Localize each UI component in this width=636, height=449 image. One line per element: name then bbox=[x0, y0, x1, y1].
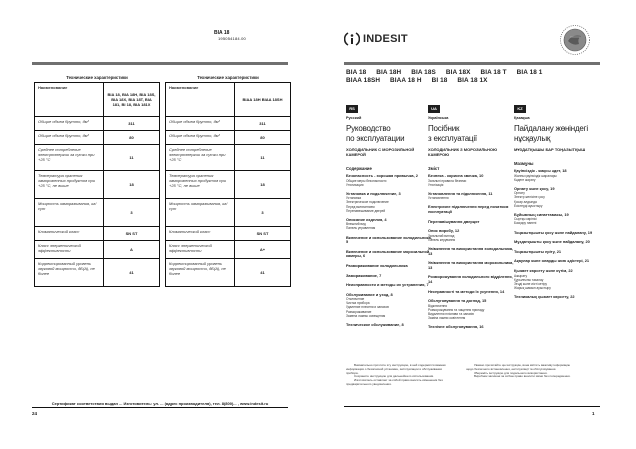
row-label: Класс энергетической эффективности bbox=[166, 241, 235, 259]
toc-subentry: Внешний вид bbox=[346, 222, 366, 227]
toc-entry: Бұйымның сипаттамасы, 19 bbox=[514, 211, 569, 217]
toc-subentry: Розморожування та чищення приладу bbox=[428, 307, 485, 312]
toc-entry: Розморожування холодильного відділення, 14 bbox=[428, 274, 513, 284]
toc-entry: Тоңазытқышты еріту, 21 bbox=[514, 248, 562, 254]
note-paragraph: Внимательно прочтите эту инструкцию, в ней содержится важная информация о безопасной установке, эксплуатации и обслуживании прибора. bbox=[346, 363, 446, 375]
toc-subentry: Утилизация bbox=[346, 182, 364, 187]
toc-entry: Описание изделия, 4 bbox=[346, 216, 387, 222]
certification-seal-icon bbox=[559, 24, 591, 56]
toc-entry: Установлення та підключення, 11 bbox=[428, 190, 493, 196]
row-value: 311 bbox=[235, 117, 291, 131]
spec-table-caption: Технические характеристики bbox=[66, 75, 128, 80]
toc-entry: Електричне підключення перед початком експлуатації bbox=[428, 204, 509, 215]
toc-subentry: Басқару панелі bbox=[514, 221, 537, 226]
spec-table-block-2 bbox=[165, 75, 291, 287]
language-column-kz bbox=[514, 97, 600, 304]
toc-subentry: Есіктерді ауыстыру bbox=[514, 203, 543, 208]
toc-item bbox=[514, 240, 600, 245]
note-paragraph: Сохраните инструкцию для дальнейшего использования. bbox=[354, 374, 434, 379]
manufacturer-note: Сертификат соответствия выдан ... Изготовитель: ул. ... (адрес производителя), тел. 8(800)... , www.indesit.ru bbox=[51, 401, 269, 406]
toc-entry: Безпека - корисна звичка, 10 bbox=[428, 173, 484, 178]
row-value: 3 bbox=[235, 199, 291, 227]
toc-subentry: Кәдеге жарату bbox=[514, 177, 536, 182]
toc-subentry: Зеңді және иісті кетіру bbox=[514, 281, 547, 286]
row-value: 80 bbox=[235, 131, 291, 145]
brand-logo bbox=[344, 31, 408, 47]
toc-subentry: Құрылғыны тазалау bbox=[514, 277, 544, 282]
product-type: ХОЛОДИЛЬНИК З МОРОЗИЛЬНОЮ КАМЕРОЮ bbox=[428, 147, 498, 157]
toc-subentry: Қосар алдында bbox=[514, 199, 537, 204]
toc-entry: Перенавішування дверцят bbox=[428, 218, 480, 224]
toc-entry: Установка и подключение, 3 bbox=[346, 190, 401, 196]
table-header-row bbox=[166, 83, 291, 117]
language-name: Қазақша bbox=[514, 116, 530, 120]
model-name: BIA 18H bbox=[376, 69, 402, 76]
table-row bbox=[166, 241, 291, 259]
toc-entry: Қауіпсіздік - жақсы әдет, 18 bbox=[514, 168, 567, 173]
safety-notes-ru bbox=[346, 364, 454, 387]
model-name: BIA 18 1 bbox=[516, 69, 543, 76]
toc-subentry: Жарық шамын ауыстыру bbox=[514, 285, 551, 290]
page-number: 24 bbox=[32, 411, 38, 416]
table-row bbox=[35, 259, 160, 287]
indesit-logo-icon bbox=[344, 31, 360, 47]
table-header-row bbox=[35, 83, 160, 117]
toc-item bbox=[428, 174, 514, 187]
model-list-row bbox=[346, 77, 602, 85]
toc-entry: Техническое обслуживание, 8 bbox=[346, 321, 404, 327]
product-type: ХОЛОДИЛЬНИК С МОРОЗИЛЬНОЙ КАМЕРОЙ bbox=[346, 147, 415, 157]
row-value: SN ST bbox=[235, 227, 291, 241]
toc-subentry: Орнату bbox=[514, 191, 525, 196]
toc-subentry: Утилізація bbox=[428, 182, 444, 187]
toc-subentry: Удаление плесени и запахов bbox=[346, 305, 389, 310]
toc-heading: Зміст bbox=[428, 166, 440, 171]
manual-title-line: Пайдалану жөніндегі bbox=[514, 124, 588, 133]
row-label: Общие объем брутто, дм³ bbox=[35, 131, 104, 145]
manual-title-line: з експлуатації bbox=[428, 133, 477, 143]
row-value: 41 bbox=[235, 259, 291, 287]
row-label: Мощность замораживания, кг/сут bbox=[166, 199, 235, 227]
model-list bbox=[346, 69, 602, 85]
header-rule bbox=[32, 62, 288, 65]
row-value: A+ bbox=[235, 241, 291, 259]
toc-item bbox=[428, 247, 514, 256]
footer-rule bbox=[344, 406, 600, 407]
row-label: Общие объем брутто, дм³ bbox=[166, 131, 235, 145]
toc-entry: Безопасность - хорошая привычка, 2 bbox=[346, 173, 418, 178]
toc-item bbox=[346, 174, 432, 187]
table-of-contents bbox=[428, 174, 514, 330]
toc-entry: Включение и использование морозильной камеры, 6 bbox=[346, 248, 430, 259]
toc-subentry: Чистка прибора bbox=[346, 301, 370, 306]
toc-item bbox=[346, 218, 432, 231]
row-label: Среднее потребление электроэнергии за сутки при +25 °С bbox=[166, 145, 235, 171]
toc-item bbox=[428, 261, 514, 270]
toc-item bbox=[346, 283, 432, 288]
row-label: Общие объем брутто, дм³ bbox=[166, 117, 235, 131]
right-page bbox=[318, 0, 636, 449]
brand-name: INDESIT bbox=[363, 33, 408, 45]
toc-subentry: Панель керування bbox=[428, 237, 456, 242]
row-value: 11 bbox=[104, 145, 160, 171]
language-badge: RS bbox=[346, 105, 358, 113]
toc-item bbox=[346, 323, 432, 328]
row-label: Мощность замораживания, кг/сут bbox=[35, 199, 104, 227]
table-row bbox=[166, 131, 291, 145]
toc-subentry: Видалення плісняви та запахів bbox=[428, 311, 474, 316]
toc-subentry: Установка bbox=[346, 196, 362, 201]
toc-item bbox=[428, 229, 514, 242]
row-label: Температура хранения замороженных продуктов при +25 °С, не выше bbox=[35, 171, 104, 199]
safety-notes-ua bbox=[466, 364, 574, 379]
toc-item bbox=[346, 274, 432, 279]
header-models-cell: BIAA 18H BIAA 18SH bbox=[235, 83, 291, 117]
toc-item bbox=[514, 169, 600, 182]
row-value: 18 bbox=[235, 171, 291, 199]
toc-subentry: Отключение bbox=[346, 297, 365, 302]
spec-table bbox=[165, 82, 291, 287]
toc-entry: Обслуживание и уход, 8 bbox=[346, 291, 393, 297]
header-rule bbox=[344, 62, 600, 65]
toc-item bbox=[346, 293, 432, 318]
row-value: 3 bbox=[104, 199, 160, 227]
toc-heading: Содержание bbox=[346, 166, 372, 171]
toc-subentry: Электрическое подключение bbox=[346, 200, 389, 205]
toc-item bbox=[514, 295, 600, 300]
row-value: 80 bbox=[104, 131, 160, 145]
toc-item bbox=[514, 269, 600, 290]
table-row bbox=[35, 117, 160, 131]
manual-title-line: нұсқаулық bbox=[514, 133, 551, 143]
toc-entry: Увімкнення та використання холодильника, 13 bbox=[428, 246, 514, 256]
toc-item bbox=[514, 213, 600, 226]
language-badge: UA bbox=[428, 105, 440, 113]
table-row bbox=[166, 117, 291, 131]
manual-title bbox=[428, 124, 514, 143]
note-paragraph: Уважно прочитайте цю інструкцію, вона містить важливу інформацію щодо безпечного встановлення, експлуатації та обслуговування. bbox=[466, 363, 570, 371]
table-row bbox=[35, 241, 160, 259]
toc-subentry: Заміна лампи освітлення bbox=[428, 316, 466, 321]
toc-entry: Тоңазытқышты қосу және пайдалану, 19 bbox=[514, 229, 593, 235]
table-of-contents bbox=[346, 174, 432, 327]
toc-entry: Обслуговування та догляд, 15 bbox=[428, 298, 487, 304]
toc-entry: Увімкнення та використання морозильника, 13 bbox=[428, 260, 514, 270]
row-value: 11 bbox=[235, 145, 291, 171]
toc-item bbox=[346, 192, 432, 213]
toc-subentry: Сыртқы көрінісі bbox=[514, 217, 537, 222]
manual-title bbox=[514, 124, 600, 143]
note-paragraph: Збережіть інструкцію для подальшого використання. bbox=[474, 370, 548, 375]
table-row bbox=[35, 145, 160, 171]
row-label: Корректированный уровень звуковой мощности, дБ(А), не более bbox=[35, 259, 104, 287]
toc-entry: Техникалық қызмет көрсету, 22 bbox=[514, 293, 575, 299]
toc-item bbox=[428, 325, 514, 330]
toc-entry: Қызмет көрсету және күтім, 22 bbox=[514, 267, 573, 273]
toc-subentry: Общие меры безопасности bbox=[346, 178, 387, 183]
model-name: BIAA 18 H bbox=[390, 77, 422, 84]
toc-subentry: Ажырату bbox=[514, 273, 528, 278]
toc-item bbox=[346, 264, 432, 269]
toc-item bbox=[428, 290, 514, 295]
toc-item bbox=[514, 231, 600, 236]
toc-subentry: Відключення bbox=[428, 303, 447, 308]
toc-item bbox=[428, 205, 514, 214]
row-label: Температура хранения замороженных продуктов при +25 °С, не выше bbox=[166, 171, 235, 199]
toc-subentry: Панель управления bbox=[346, 226, 376, 231]
row-value: A bbox=[104, 241, 160, 259]
row-value: 18 bbox=[104, 171, 160, 199]
language-column-ru bbox=[346, 97, 432, 332]
model-ref-title: BIA 18 bbox=[214, 30, 230, 36]
page-number: 1 bbox=[592, 411, 595, 416]
toc-entry: Опис виробу, 12 bbox=[428, 228, 460, 234]
header-name-cell: Наименование bbox=[166, 83, 235, 117]
toc-item bbox=[514, 250, 600, 255]
toc-subentry: Электр желісіне қосу bbox=[514, 195, 545, 200]
model-name: BIA 18S bbox=[411, 69, 436, 76]
toc-subentry: Замена лампы освещения bbox=[346, 313, 386, 318]
manual-title-line: по эксплуатации bbox=[346, 133, 405, 143]
toc-entry: Несправності та методи їх усунення, 14 bbox=[428, 288, 505, 294]
toc-item bbox=[346, 236, 432, 245]
row-label: Класс энергетической эффективности bbox=[35, 241, 104, 259]
manual-title-line: Посібник bbox=[428, 124, 460, 133]
language-column-ua bbox=[428, 97, 514, 335]
note-paragraph: Виробник залишає за собою право вносити зміни без попередження. bbox=[474, 374, 571, 379]
model-reference bbox=[214, 31, 246, 41]
toc-subentry: Жалпы қауіпсіздік шаралары bbox=[514, 173, 557, 178]
toc-subentry: Загальні правила безпеки bbox=[428, 178, 467, 183]
row-value: 41 bbox=[104, 259, 160, 287]
model-name: BIAA 18SH bbox=[346, 77, 381, 84]
row-value: 311 bbox=[104, 117, 160, 131]
language-name: Українська bbox=[428, 116, 449, 120]
toc-item bbox=[428, 192, 514, 201]
table-row bbox=[35, 131, 160, 145]
table-row bbox=[166, 145, 291, 171]
toc-subentry: Перед включением bbox=[346, 204, 375, 209]
manual-title-line: Руководство bbox=[346, 124, 391, 133]
toc-item bbox=[514, 259, 600, 264]
table-row bbox=[166, 199, 291, 227]
model-name: BIA 18X bbox=[445, 69, 471, 76]
language-name: Русский bbox=[346, 116, 362, 120]
model-ref-code: 195054184.00 bbox=[218, 36, 246, 41]
model-name: BI 18 bbox=[431, 77, 448, 84]
header-name-cell: Наименование bbox=[35, 83, 104, 117]
table-row bbox=[35, 199, 160, 227]
table-row bbox=[166, 171, 291, 199]
model-name: BIA 18 bbox=[346, 69, 367, 76]
row-label: Среднее потребление электроэнергии за сутки при +25 °С bbox=[35, 145, 104, 171]
table-row bbox=[166, 227, 291, 241]
table-row bbox=[166, 259, 291, 287]
table-row bbox=[35, 227, 160, 241]
model-list-row bbox=[346, 69, 602, 77]
language-badge: KZ bbox=[514, 105, 526, 113]
footer-rule bbox=[32, 407, 288, 408]
table-of-contents bbox=[514, 169, 600, 299]
model-name: BIA 18 1X bbox=[457, 77, 488, 84]
toc-subentry: Размораживание bbox=[346, 309, 372, 314]
row-value: SN ST bbox=[104, 227, 160, 241]
toc-heading: Мазмұны bbox=[514, 161, 534, 166]
model-name: BIA 18 T bbox=[480, 69, 507, 76]
toc-entry: Размораживание холодильника bbox=[346, 262, 408, 268]
spec-table-block-1 bbox=[34, 75, 160, 287]
header-models-cell: BIA 18, BIA 18H, BIA 18S, BIA 18X, BIA 18T, BIA 181, BI 18, BIA 181X bbox=[104, 83, 160, 117]
row-label: Климатический класс bbox=[35, 227, 104, 241]
toc-entry: Включение и использование холодильника, 5 bbox=[346, 234, 432, 245]
toc-subentry: Перенавешивание дверей bbox=[346, 208, 386, 213]
toc-entry: Замораживание, 7 bbox=[346, 272, 382, 278]
toc-item bbox=[428, 275, 514, 284]
table-row bbox=[35, 171, 160, 199]
spec-table bbox=[34, 82, 160, 287]
toc-item bbox=[346, 250, 432, 259]
product-type: МҰЗДАТҚЫШЫ БАР ТОҢАЗЫТҚЫШ bbox=[514, 147, 586, 152]
toc-entry: Технічне обслуговування, 16 bbox=[428, 324, 484, 330]
toc-entry: Ақаулар және оларды жою әдістері, 21 bbox=[514, 258, 590, 264]
toc-item bbox=[514, 187, 600, 208]
row-label: Общие объем брутто, дм³ bbox=[35, 117, 104, 131]
manual-title bbox=[346, 124, 432, 143]
note-paragraph: Изготовитель оставляет за собой право вносить изменения без предварительного уведомления. bbox=[346, 378, 443, 386]
row-label: Корректированный уровень звуковой мощности, дБ(А), не более bbox=[166, 259, 235, 287]
toc-subentry: Установлення bbox=[428, 196, 449, 201]
toc-item bbox=[428, 299, 514, 320]
toc-entry: Неисправности и методы их устранения, 7 bbox=[346, 282, 429, 288]
toc-entry: Орнату және қосу, 19 bbox=[514, 185, 555, 191]
toc-subentry: Загальний вигляд bbox=[428, 233, 455, 238]
spec-table-caption: Технические характеристики bbox=[197, 75, 259, 80]
toc-entry: Мұздатқышты қосу және пайдалану, 20 bbox=[514, 239, 590, 245]
row-label: Климатический класс bbox=[166, 227, 235, 241]
toc-item bbox=[428, 220, 514, 225]
